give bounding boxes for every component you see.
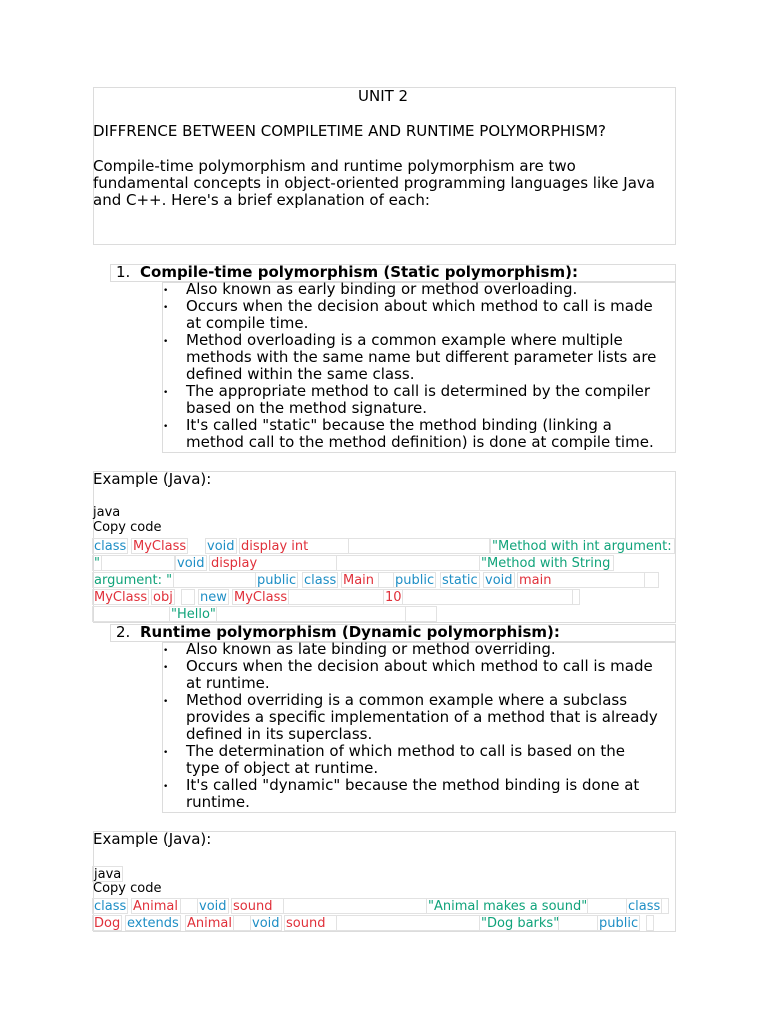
code-token: sound <box>231 898 284 914</box>
section1-line: defined within the same class. <box>186 365 415 383</box>
code-token: class <box>94 899 127 914</box>
code-token-empty <box>644 572 659 588</box>
code-token: "Animal makes a sound" <box>428 899 588 914</box>
bullet-icon: • <box>163 782 169 792</box>
code-token: "Dog barks" <box>481 916 560 931</box>
code-token-empty <box>173 572 256 588</box>
intro-line-1: Compile-time polymorphism and runtime polymorphism are two <box>93 157 576 175</box>
code-lang-label: java <box>94 867 122 882</box>
section1-line: Occurs when the decision about which method to call is made <box>186 297 653 315</box>
code-token: sound <box>284 915 337 931</box>
section1-number: 1. <box>116 263 131 281</box>
code-token-empty <box>378 572 394 588</box>
intro-line-3: and C++. Here's a brief explanation of each: <box>93 191 430 209</box>
code-token: Animal <box>131 898 181 914</box>
code-token-empty <box>101 555 175 571</box>
code-token: Animal <box>187 916 232 931</box>
code-token: Main <box>341 572 379 588</box>
section2-line: type of object at runtime. <box>186 759 379 777</box>
section1-line: at compile time. <box>186 314 309 332</box>
code-token: extends <box>127 916 179 931</box>
code-token: new <box>200 590 227 605</box>
section1-heading: Compile-time polymorphism (Static polymorphism): <box>140 263 578 281</box>
example1-label: Example (Java): <box>93 470 212 488</box>
code-token: void <box>207 539 235 554</box>
section2-line: defined in its superclass. <box>186 725 373 743</box>
section2-line: at runtime. <box>186 674 270 692</box>
code-token: void <box>252 916 280 931</box>
code-token-empty <box>216 606 406 622</box>
bullet-icon: • <box>163 697 169 707</box>
code-token: obj <box>153 590 173 605</box>
code-token-empty <box>180 898 198 914</box>
code-token-empty <box>92 606 170 622</box>
code-token: MyClass <box>94 590 148 605</box>
bullet-icon: • <box>163 646 169 656</box>
code-token-empty <box>402 589 573 605</box>
code-token: display <box>209 555 337 571</box>
bullet-icon: • <box>163 748 169 758</box>
bullet-icon: • <box>163 286 169 296</box>
code-token: main <box>517 572 645 588</box>
code-token-empty <box>646 915 654 931</box>
code-token-empty <box>572 589 580 605</box>
section2-line: Occurs when the decision about which method to call is made <box>186 657 653 675</box>
code-token-empty <box>336 555 480 571</box>
copy-code-button[interactable]: Copy code <box>93 520 162 535</box>
section1-line: method call to the method definition) is done at compile time. <box>186 433 654 451</box>
section2-heading: Runtime polymorphism (Dynamic polymorphism): <box>140 623 560 641</box>
section2-line: Method overriding is a common example where a subclass <box>186 691 628 709</box>
question-heading: DIFFRENCE BETWEEN COMPILETIME AND RUNTIME POLYMORPHISM? <box>93 122 606 140</box>
copy-code-button[interactable]: Copy code <box>93 881 162 896</box>
bullet-icon: • <box>163 388 169 398</box>
code-token-empty <box>661 898 669 914</box>
code-token-empty <box>336 915 480 931</box>
code-token: static <box>442 573 478 588</box>
section2-line: It's called "dynamic" because the method binding is done at <box>186 776 640 794</box>
code-token-empty <box>348 538 490 554</box>
code-token-empty <box>288 589 384 605</box>
section1-line: based on the method signature. <box>186 399 428 417</box>
code-token: class <box>628 899 661 914</box>
intro-line-2: fundamental concepts in object-oriented programming languages like Java <box>93 174 655 192</box>
code-token-empty <box>558 915 598 931</box>
code-token: "Method with int argument: <box>490 538 675 554</box>
section1-line: It's called "static" because the method binding (linking a <box>186 416 612 434</box>
section1-line: Also known as early binding or method overloading. <box>186 280 578 298</box>
code-token: public <box>599 916 639 931</box>
code-token: "Method with String <box>479 555 614 571</box>
section2-line: provides a specific implementation of a method that is already <box>186 708 658 726</box>
code-token-empty <box>181 589 195 605</box>
code-token: display int <box>239 538 349 554</box>
code-token-empty <box>233 915 251 931</box>
code-token: class <box>304 573 337 588</box>
bullet-icon: • <box>163 337 169 347</box>
code-token: "Hello" <box>171 607 216 622</box>
code-token: void <box>177 556 205 571</box>
code-token-empty <box>587 898 627 914</box>
code-token: void <box>199 899 227 914</box>
section1-line: The appropriate method to call is determined by the compiler <box>186 382 651 400</box>
section1-line: Method overloading is a common example where multiple <box>186 331 623 349</box>
code-token: 10 <box>385 590 402 605</box>
code-token: argument: " <box>94 573 173 588</box>
code-token-empty <box>405 606 437 622</box>
bullet-icon: • <box>163 303 169 313</box>
section1-line: methods with the same name but different parameter lists are <box>186 348 657 366</box>
section2-line: Also known as late binding or method overriding. <box>186 640 556 658</box>
code-token: MyClass <box>133 539 187 554</box>
code-token: MyClass <box>234 590 288 605</box>
section2-number: 2. <box>116 623 131 641</box>
section2-line: The determination of which method to call is based on the <box>186 742 626 760</box>
code-token: void <box>485 573 513 588</box>
code-token: public <box>395 573 435 588</box>
code-token: Dog <box>94 916 121 931</box>
code-lang-label: java <box>93 505 121 520</box>
bullet-icon: • <box>163 422 169 432</box>
unit-title: UNIT 2 <box>358 87 409 105</box>
code-token: public <box>257 573 297 588</box>
code-token-empty <box>283 898 427 914</box>
code-token: " <box>92 555 102 571</box>
code-token: class <box>94 539 127 554</box>
bullet-icon: • <box>163 663 169 673</box>
example2-label: Example (Java): <box>93 830 212 848</box>
section2-line: runtime. <box>186 793 250 811</box>
